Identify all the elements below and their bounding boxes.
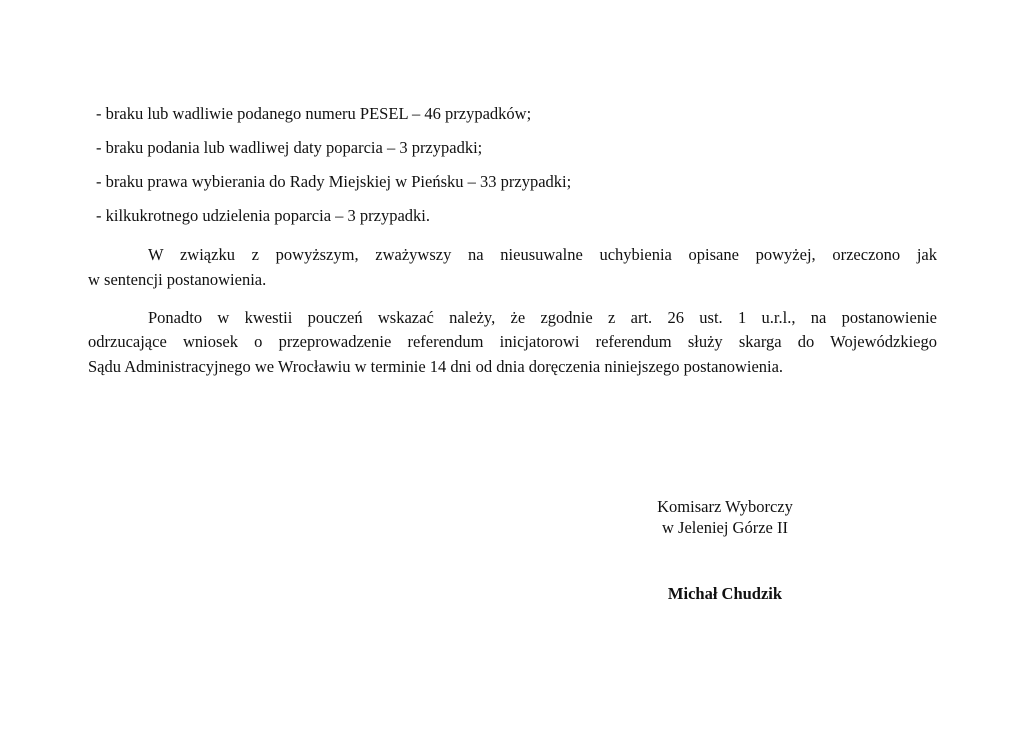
paragraph-line: odrzucające wniosek o przeprowadzenie referendum inicjatorowi referendum służy skarga do Wojewódzkiego (88, 332, 937, 351)
list-item: - kilkukrotnego udzielenia poparcia – 3 przypadki. (96, 206, 431, 225)
list-item: - braku podania lub wadliwej daty poparcia – 3 przypadki; (96, 138, 483, 157)
paragraph-line: W związku z powyższym, zważywszy na nieusuwalne uchybienia opisane powyżej, orzeczono jak (148, 245, 937, 264)
signature-title: Komisarz Wyborczy (657, 497, 793, 516)
paragraph-line: Ponadto w kwestii pouczeń wskazać należy, że zgodnie z art. 26 ust. 1 u.r.l., na postanowienie (148, 308, 937, 327)
list-item: - braku prawa wybierania do Rady Miejskiej w Pieńsku – 33 przypadki; (96, 172, 572, 191)
signature-title: w Jeleniej Górze II (662, 518, 788, 537)
paragraph-line: Sądu Administracyjnego we Wrocławiu w terminie 14 dni od dnia doręczenia niniejszego postanowienia. (88, 357, 784, 376)
list-item: - braku lub wadliwie podanego numeru PESEL – 46 przypadków; (96, 104, 532, 123)
signature-name: Michał Chudzik (667, 584, 783, 603)
paragraph-line: w sentencji postanowienia. (88, 270, 267, 289)
